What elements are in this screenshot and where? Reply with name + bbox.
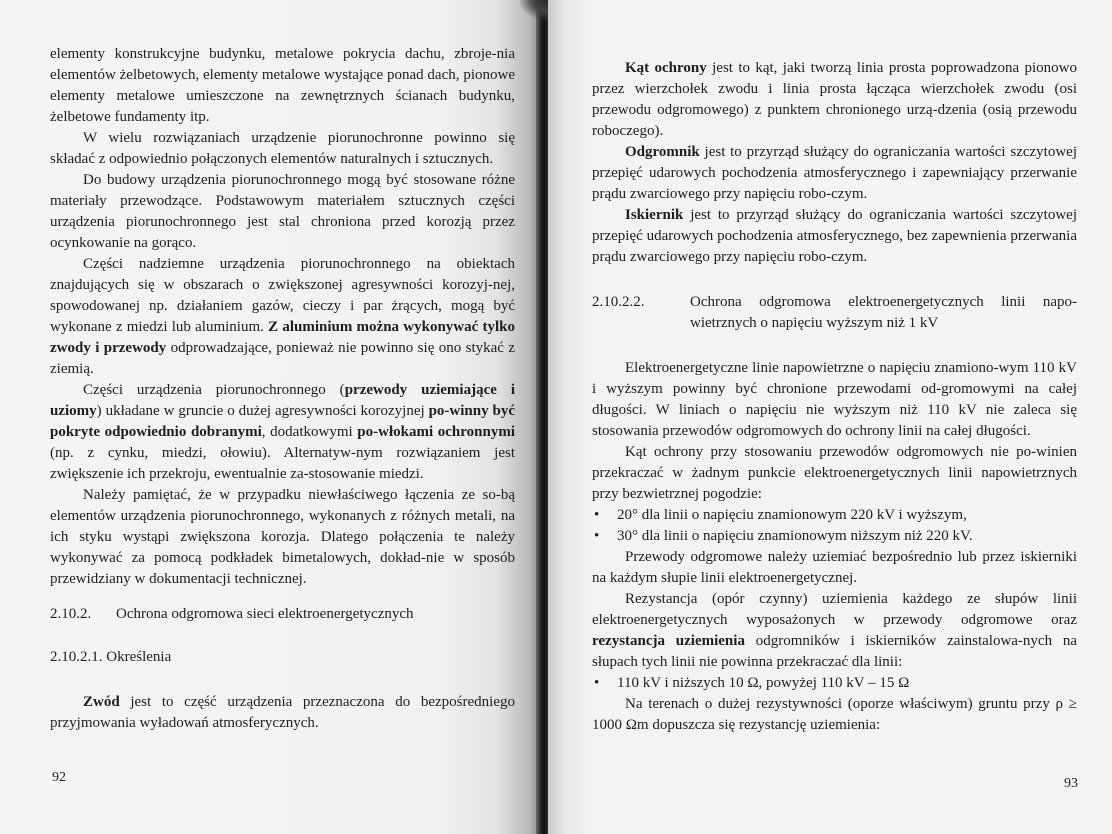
page-number: 93	[1064, 776, 1078, 791]
subsection-heading: 2.10.2.1. Określenia	[50, 649, 172, 665]
paragraph-grounding: Części urządzenia piorunochronnego (przewody uziemiające i uziomy) układane w gruncie o dużej agresywności korozyjnej po-winny być pokryte odpowiednio dobranymi, dodatkowymi po-włokami ochronnymi (np. z cynku, miedzi, ołowiu). Alternatyw-nym rozwiązaniem jest zwiększenie ich przekroju, ewentualnie za-stosowanie miedzi.	[50, 382, 515, 482]
term: Zwód	[83, 694, 120, 710]
bold-emphasis: rezystancja uziemienia	[592, 633, 745, 649]
paragraph: Należy pamiętać, że w przypadku niewłaściwego łączenia ze so-bą elementów urządzenia piorunochronnego, wykonanych z różnych metali, na ich styku wystąpi zwiększona korozja. Dlatego połączenia te należy wykonywać za pomocą podkładek bimetalowych, dokład-nie w sposób przewidziany w dokumentacji technicznej.	[50, 487, 515, 587]
paragraph-aluminium: Części nadziemne urządzenia piorunochronnego na obiektach znajdujących się w obszarach o zwiększonej agresywności korozyj-nej, spowodowanej np. działaniem gazów, cieczy i par żrących, mogą być wykonane z miedzi lub aluminium. Z aluminium można wykonywać tylko zwody i przewody odprowadzające, ponieważ nie powinno się ono stykać z ziemią.	[50, 256, 515, 377]
paragraph-resistance: Rezystancja (opór czynny) uziemienia każdego ze słupów linii elektroenergetycznych wyposażonych w przewody odgromowe oraz rezystancja uziemienia odgromników i iskierników zainstalowa-nych na słupach tych linii nie powinna przekraczać dla linii:	[592, 591, 1077, 670]
bullet-list	[592, 505, 1077, 547]
right-page	[548, 0, 1112, 834]
section-heading: 2.10.2.2. Ochrona odgromowa elektroenergetycznych linii napo-wietrznych o napięciu wyższym niż 1 kV	[592, 294, 1077, 331]
term: Iskiernik	[625, 207, 684, 223]
paragraph: W wielu rozwiązaniach urządzenie piorunochronne powinno się składać z odpowiednio połączonych elementów naturalnych i sztucznych.	[50, 130, 515, 167]
paragraph: Elektroenergetyczne linie napowietrzne o napięciu znamiono-wym 110 kV i wyższym powinny być chronione przewodami od-gromowymi na całej długości. W liniach o napięciu nie wyższym niż 110 kV nie zaleca się stosowania przewodów odgromowych do ochrony linii na całej długości.	[592, 360, 1077, 439]
bold-emphasis: Z aluminium można wykonywać tylko zwody i przewody	[50, 319, 515, 356]
paragraph: Przewody odgromowe należy uziemiać bezpośrednio lub przez iskierniki na każdym słupie linii elektroenergetycznej.	[592, 549, 1077, 586]
list-item: • 30° dla linii o napięciu znamionowym niższym niż 220 kV.	[592, 526, 1077, 547]
bold-emphasis: po-winny być pokryte odpowiednio dobranymi	[50, 403, 515, 440]
bold-emphasis: po-włokami ochronnymi	[357, 424, 515, 440]
bullet-list	[592, 673, 1077, 694]
paragraph: Na terenach o dużej rezystywności (oporze właściwym) gruntu przy ρ ≥ 1000 Ωm dopuszcza się rezystancję uziemienia:	[592, 696, 1077, 733]
paragraph: Do budowy urządzenia piorunochronnego mogą być stosowane różne materiały przewodzące. Podstawowym materiałem sztucznych części urządzenia piorunochronnego jest stal chroniona przed korozją przez ocynkowanie na gorąco.	[50, 172, 515, 251]
paragraph: elementy konstrukcyjne budynku, metalowe pokrycia dachu, zbroje-nia elementów żelbetowych, elementy metalowe wystające ponad dach, pionowe elementy metalowe umieszczone na zewnętrznych ścianach budynku, żelbetowe fundamenty itp.	[50, 46, 515, 125]
bold-emphasis: przewody uziemiające i uziomy	[50, 382, 515, 419]
list-item: • 20° dla linii o napięciu znamionowym 220 kV i wyższym,	[592, 505, 1077, 526]
definition-zwod: Zwód jest to część urządzenia przeznaczona do bezpośredniego przyjmowania wyładowań atmosferycznych.	[50, 694, 515, 731]
term: Odgromnik	[625, 144, 700, 160]
list-item: • 110 kV i niższych 10 Ω, powyżej 110 kV – 15 Ω	[592, 673, 1077, 694]
term: Kąt ochrony	[625, 60, 707, 76]
definition-kat-ochrony: Kąt ochrony jest to kąt, jaki tworzą linia prosta poprowadzona pionowo przez wierzchołek zwodu i linia prosta łącząca wierzchołek zwodu (osi przewodu odgromowego) z punktem chronionego urzą-dzenia (osią przewodu roboczego).	[592, 60, 1077, 139]
definition-iskiernik: Iskiernik jest to przyrząd służący do ograniczania wartości szczytowej przepięć udarowych pochodzenia atmosferycznego, bez zapewnienia przerwania prądu zwarciowego przy napięciu robo-czym.	[592, 207, 1077, 265]
definition-odgromnik: Odgromnik jest to przyrząd służący do ograniczania wartości szczytowej przepięć udarowych pochodzenia atmosferycznego i zapewniający przerwanie prądu zwarciowego przy napięciu robo-czym.	[592, 144, 1077, 202]
left-page	[0, 0, 540, 834]
section-heading: 2.10.2. Ochrona odgromowa sieci elektroenergetycznych	[50, 606, 414, 622]
page-number: 92	[52, 770, 66, 785]
left-page-text	[50, 44, 515, 734]
paragraph: Kąt ochrony przy stosowaniu przewodów odgromowych nie po-winien przekraczać w żadnym punkcie elektroenergetycznych linii napowietrznych przy bezwietrznej pogodzie:	[592, 444, 1077, 502]
right-page-text	[592, 58, 1077, 736]
